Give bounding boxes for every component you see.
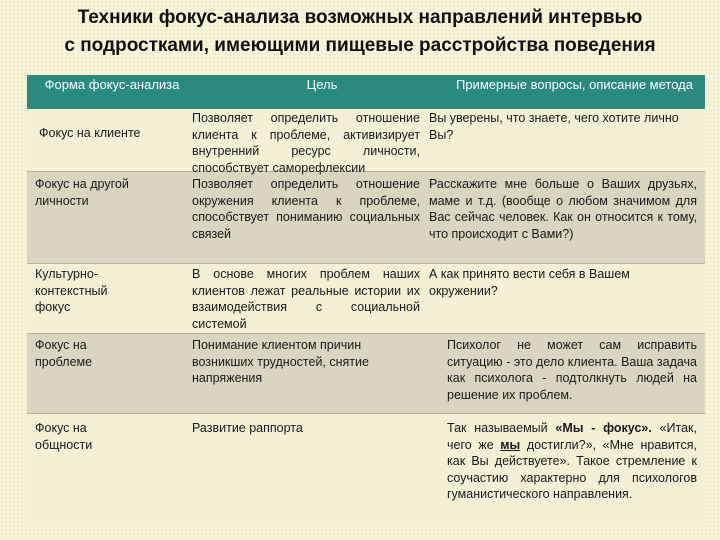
q5-part2-bold: «Мы - фокус». xyxy=(555,421,652,435)
row2-form: Фокус на другой личности xyxy=(35,177,129,208)
row3-form: Культурно-контекстный фокус xyxy=(35,267,108,314)
row2-questions: Расскажите мне больше о Ваших друзьях, маме и т.д. (вообще о любом значимом для Вас сейчас человек. Как он относится к тому, что происходит с Вами?) xyxy=(429,177,697,241)
row-divider xyxy=(27,263,705,264)
table-header xyxy=(27,75,705,109)
row1-goal: Позволяет определить отношение клиента к проблеме, активизирует внутренний ресурс личности, способствует саморефлексии xyxy=(192,111,420,175)
q5-part5: достигли?», «Мне нравится, как Вы действуете». Такое стремление к соучастию характерно для психологов гуманистического направления. xyxy=(447,437,697,501)
row3-questions: А как принято вести себя в Вашем окружении? xyxy=(429,267,630,298)
page-title xyxy=(0,4,720,60)
row5-questions xyxy=(447,420,697,503)
row5-form: Фокус на общности xyxy=(35,421,93,452)
header-form: Форма фокус-анализа xyxy=(44,77,180,92)
header-questions: Примерные вопросы, описание метода xyxy=(455,77,693,92)
q5-part3: «Итак, чего же xyxy=(447,421,697,452)
row1-form: Фокус на клиенте xyxy=(39,126,141,140)
row4-form: Фокус на проблеме xyxy=(35,338,93,369)
title-line-2: с подростками, имеющими пищевые расстройства поведения xyxy=(64,35,656,56)
row4-goal: Понимание клиентом причин возникших трудностей, снятие напряжения xyxy=(192,338,369,385)
header-goal: Цель xyxy=(306,77,338,92)
q5-part1: Так называемый xyxy=(447,421,556,435)
row3-goal: В основе многих проблем наших клиентов лежат реальные истории их взаимодействия с социальной системой xyxy=(192,267,420,331)
q5-part4-bold-underlined: мы xyxy=(500,437,521,452)
row1-questions: Вы уверены, что знаете, чего хотите лично Вы? xyxy=(429,111,679,142)
row5-goal: Развитие раппорта xyxy=(192,421,303,435)
row-divider xyxy=(27,413,705,414)
title-line-1: Техники фокус-анализа возможных направлений интервью xyxy=(77,7,643,28)
focus-analysis-table xyxy=(27,75,705,525)
row4-questions: Психолог не может сам исправить ситуацию - это дело клиента. Ваша задача как психолога - подтолкнуть людей на решение их проблем. xyxy=(447,338,697,402)
row2-goal: Позволяет определить отношение окружения клиента к проблеме, способствует пониманию социальных связей xyxy=(192,177,420,241)
row-divider xyxy=(27,333,705,334)
